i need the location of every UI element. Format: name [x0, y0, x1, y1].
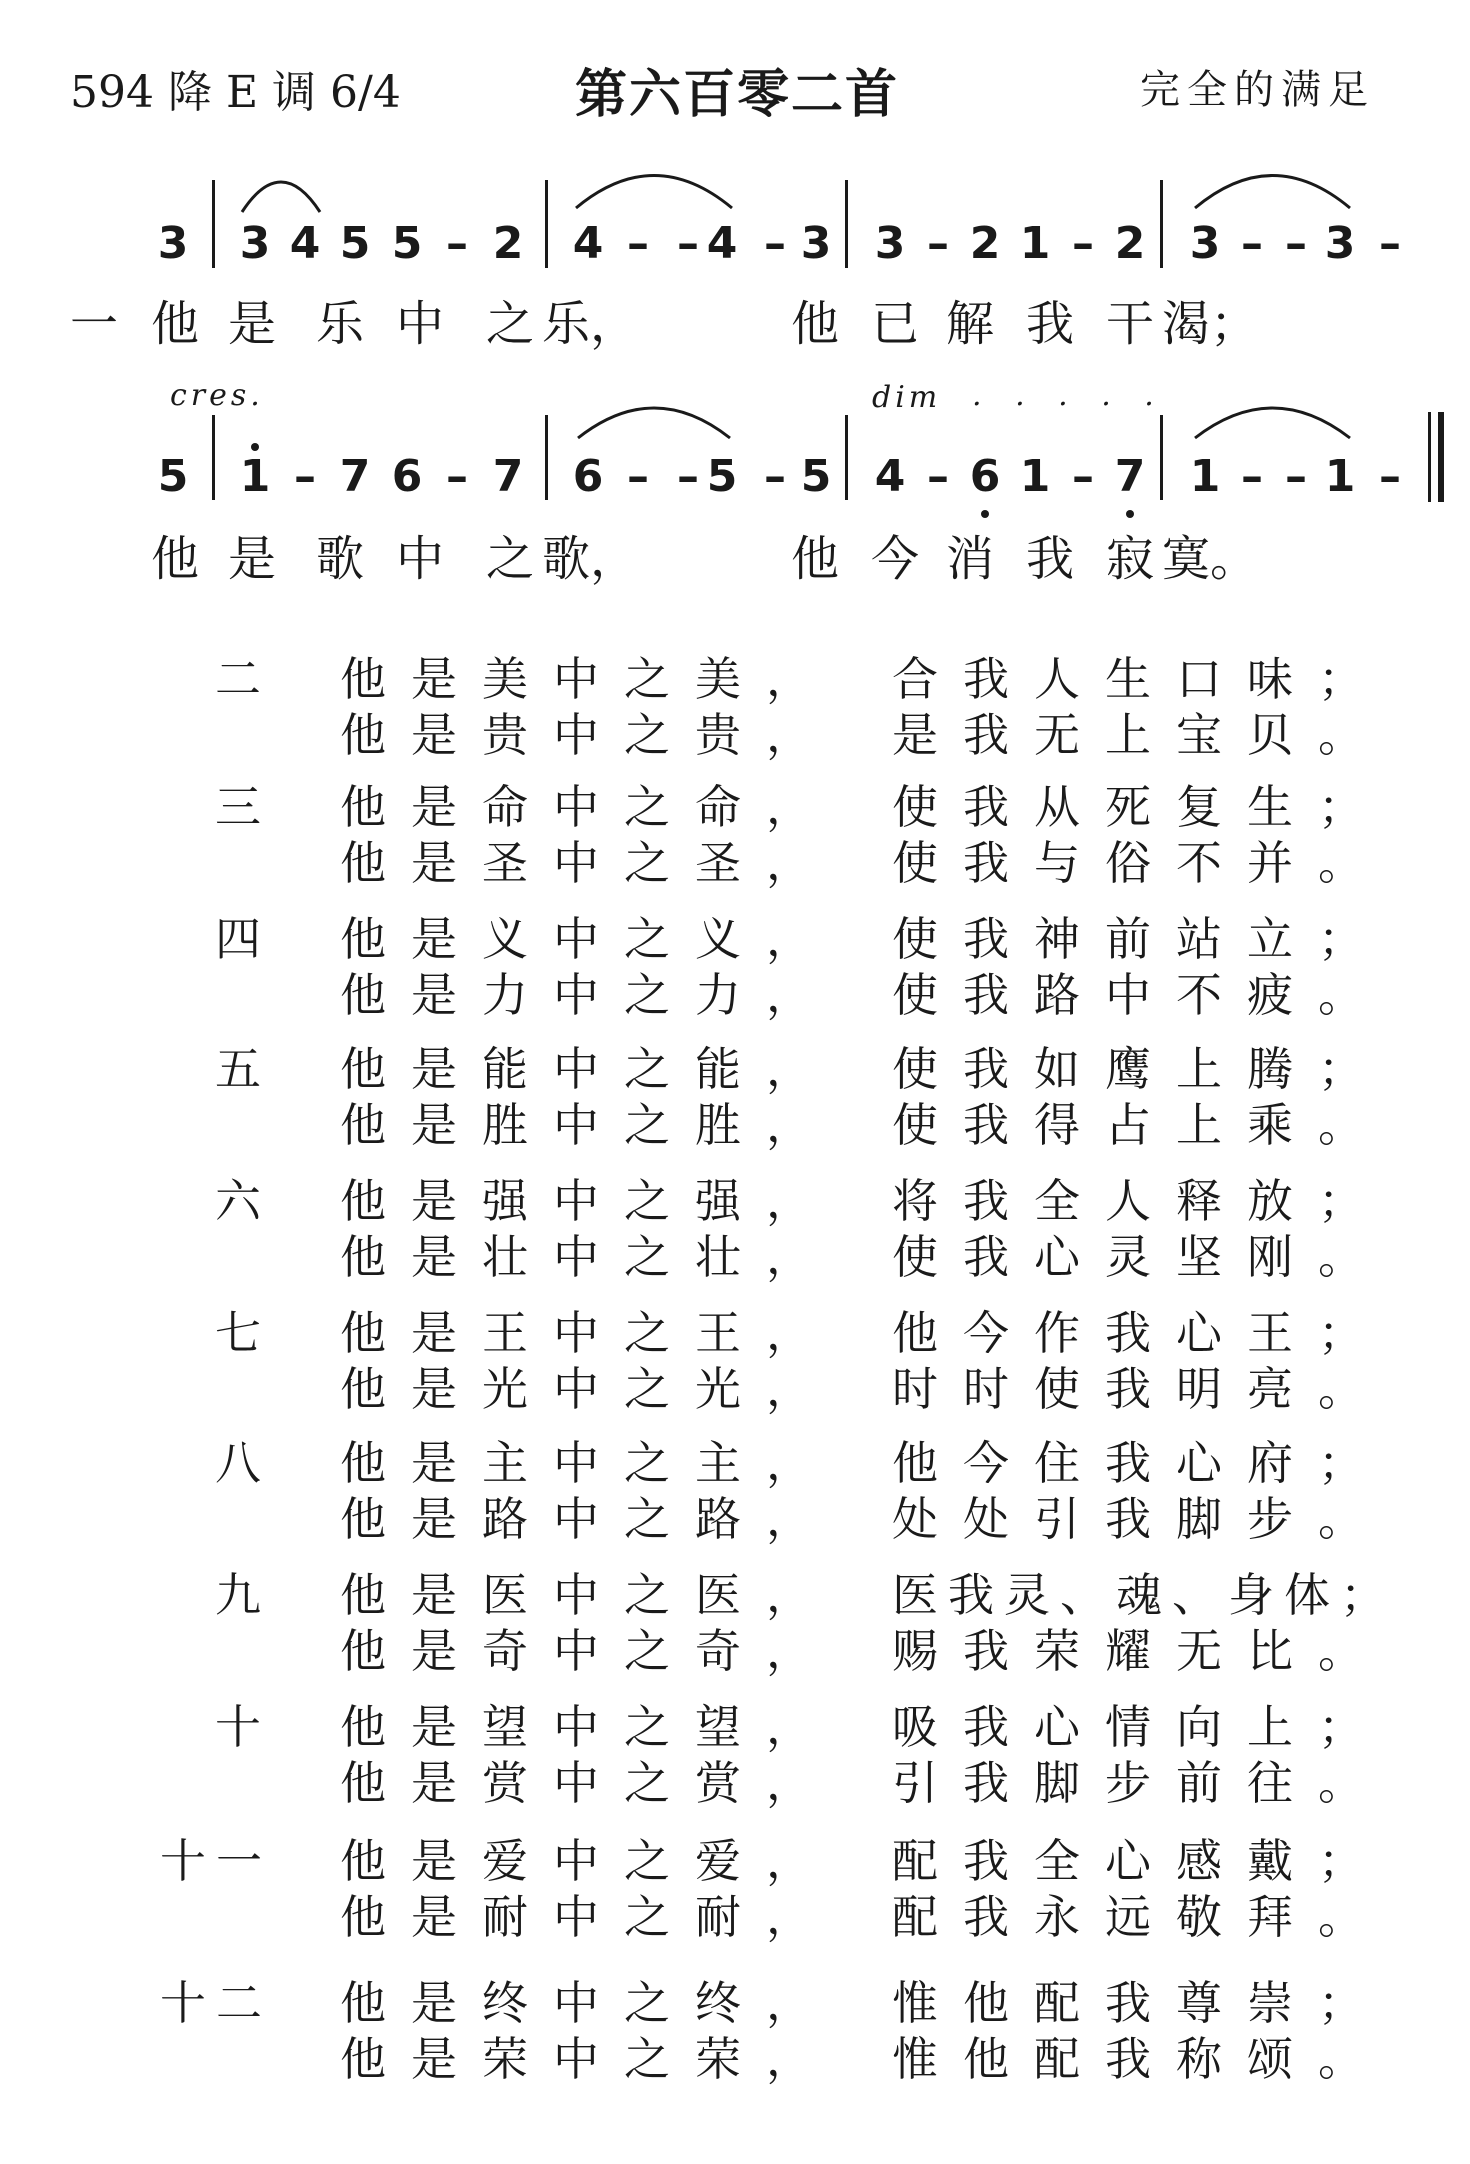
verse-line: 他是主中之主， [340, 1436, 837, 1490]
slur [576, 176, 732, 209]
octave-dot-above [251, 443, 259, 451]
barline [1160, 180, 1163, 268]
note: 4 [289, 218, 321, 269]
slur [578, 408, 730, 438]
dash-mark: – [1241, 451, 1263, 502]
page-title: 第六百零二首 [575, 65, 900, 125]
hymn-info: 594 降 E 调 6/4 [70, 67, 401, 118]
barline [212, 180, 215, 268]
verse-line: 他是路中之路， [340, 1492, 837, 1546]
note: 7 [1114, 451, 1146, 502]
hymn-subtitle: 完全的满足 [1140, 67, 1375, 113]
music-score [0, 0, 1470, 620]
slur [1195, 176, 1350, 209]
lyric-syllable: 消 [945, 531, 995, 587]
verse-line: 他是医中之医， [340, 1568, 837, 1622]
note: 1 [1189, 451, 1221, 502]
verse-line: 他今住我心府； [892, 1436, 1389, 1490]
verse-number: 九 [215, 1568, 261, 1622]
pickup-note: 3 [157, 218, 189, 269]
verse-line: 他是赏中之赏， [340, 1756, 837, 1810]
note: 6 [969, 451, 1001, 502]
pickup-note: 5 [157, 451, 189, 502]
dash-mark: – [1072, 451, 1094, 502]
note: 3 [1324, 218, 1356, 269]
dynamic-cres: cres. [170, 378, 264, 413]
verse-number: 八 [215, 1436, 261, 1490]
lyric-syllable: 歌 [315, 531, 365, 587]
note: 3 [1189, 218, 1221, 269]
verse-line: 将我全人释放； [892, 1174, 1389, 1228]
verse-line: 惟他配我称颂。 [892, 2032, 1389, 2086]
verse-line: 吸我心情向上； [892, 1700, 1389, 1754]
octave-dot-below [1126, 510, 1134, 518]
dash-mark: – [1072, 218, 1094, 269]
dash-mark: – [927, 218, 949, 269]
dash-mark: – [764, 218, 786, 269]
verse-number: 七 [215, 1306, 261, 1360]
note: 5 [800, 451, 832, 502]
note: 3 [800, 218, 832, 269]
note: 1 [1019, 451, 1051, 502]
verse-line: 使我如鹰上腾； [892, 1042, 1389, 1096]
dash-mark: – [677, 218, 699, 269]
verse-line: 赐我荣耀无比。 [892, 1624, 1389, 1678]
verse-line: 配我全心感戴； [892, 1834, 1389, 1888]
verse-line: 使我心灵坚刚。 [892, 1230, 1389, 1284]
verse-number-1: 一 [70, 296, 119, 352]
verse-number: 十一 [160, 1834, 272, 1888]
barline [545, 415, 548, 500]
lyric-syllable: 中 [395, 296, 445, 352]
dash-mark: – [1285, 218, 1307, 269]
dynamic-dim: dim [872, 380, 942, 415]
note: 6 [391, 451, 423, 502]
final-barline-thin [1428, 412, 1431, 502]
verse-line: 使我神前站立； [892, 912, 1389, 966]
lyric-syllable: 歌， [541, 531, 639, 587]
lyric-syllable: 寂 [1105, 531, 1155, 587]
barline [212, 415, 215, 500]
note: 5 [339, 218, 371, 269]
verse-line: 他是胜中之胜， [340, 1098, 837, 1152]
lyric-syllable: 解 [945, 296, 995, 352]
lyric-syllable: 渴； [1161, 296, 1259, 352]
verse-number: 五 [215, 1042, 261, 1096]
verse-line: 他是能中之能， [340, 1042, 837, 1096]
verse-line: 他是奇中之奇， [340, 1624, 837, 1678]
lyric-syllable: 是 [227, 296, 277, 352]
verse-line: 处处引我脚步。 [892, 1492, 1389, 1546]
verse-line: 合我人生口味； [892, 652, 1389, 706]
verse-line: 他是强中之强， [340, 1174, 837, 1228]
verse-line: 他今作我心王； [892, 1306, 1389, 1360]
barline [845, 180, 848, 268]
verse-line: 医我灵、魂、身体； [892, 1568, 1396, 1622]
dash-mark: – [1379, 218, 1401, 269]
note: 2 [492, 218, 524, 269]
note: 4 [706, 218, 738, 269]
verse-line: 他是美中之美， [340, 652, 837, 706]
lyric-syllable: 今 [870, 531, 920, 587]
lyric-syllable: 寞。 [1161, 531, 1259, 587]
barline [545, 180, 548, 268]
lyric-syllable: 乐 [315, 296, 365, 352]
verse-line: 他是壮中之壮， [340, 1230, 837, 1284]
dash-mark: – [1241, 218, 1263, 269]
verse-line: 他是义中之义， [340, 912, 837, 966]
verse-line: 他是光中之光， [340, 1362, 837, 1416]
barline [1160, 415, 1163, 500]
verse-number: 十 [215, 1700, 261, 1754]
slur [242, 182, 320, 212]
dash-mark: – [294, 451, 316, 502]
note: 4 [874, 451, 906, 502]
dash-mark: – [764, 451, 786, 502]
lyric-syllable: 我 [1025, 296, 1075, 352]
note: 7 [492, 451, 524, 502]
lyric-syllable: 他 [150, 531, 200, 587]
verse-number: 三 [215, 780, 261, 834]
verse-line: 使我路中不疲。 [892, 968, 1389, 1022]
note: 1 [1019, 218, 1051, 269]
verse-line: 时时使我明亮。 [892, 1362, 1389, 1416]
verse-line: 他是贵中之贵， [340, 708, 837, 762]
lyric-syllable: 我 [1025, 531, 1075, 587]
verse-line: 他是荣中之荣， [340, 2032, 837, 2086]
lyric-syllable: 他 [150, 296, 200, 352]
verse-line: 他是圣中之圣， [340, 836, 837, 890]
lyric-syllable: 之 [485, 296, 535, 352]
note: 3 [239, 218, 271, 269]
note: 1 [239, 451, 271, 502]
octave-dot-below [981, 510, 989, 518]
verse-line: 他是命中之命， [340, 780, 837, 834]
verse-line: 他是力中之力， [340, 968, 837, 1022]
dynamic-dim-dots: . . . . . [972, 378, 1166, 413]
note: 7 [339, 451, 371, 502]
verse-line: 他是望中之望， [340, 1700, 837, 1754]
lyric-syllable: 是 [227, 531, 277, 587]
lyric-syllable: 之 [485, 531, 535, 587]
note: 5 [706, 451, 738, 502]
lyric-syllable: 他 [790, 531, 840, 587]
note: 5 [391, 218, 423, 269]
verse-line: 他是爱中之爱， [340, 1834, 837, 1888]
note: 2 [1114, 218, 1146, 269]
verse-number: 二 [215, 652, 261, 706]
note: 1 [1324, 451, 1356, 502]
note: 4 [572, 218, 604, 269]
lyric-syllable: 干 [1105, 296, 1155, 352]
verse-number: 六 [215, 1174, 261, 1228]
dash-mark: – [1379, 451, 1401, 502]
note: 6 [572, 451, 604, 502]
verse-number: 四 [215, 912, 261, 966]
dash-mark: – [1285, 451, 1307, 502]
verse-line: 配我永远敬拜。 [892, 1890, 1389, 1944]
verse-line: 使我从死复生； [892, 780, 1389, 834]
verse-line: 使我得占上乘。 [892, 1098, 1389, 1152]
lyric-syllable: 他 [790, 296, 840, 352]
barline [845, 415, 848, 500]
verse-line: 他是终中之终， [340, 1976, 837, 2030]
verse-line: 使我与俗不并。 [892, 836, 1389, 890]
verse-number: 十二 [160, 1976, 272, 2030]
note: 3 [874, 218, 906, 269]
dash-mark: – [627, 451, 649, 502]
slur [1195, 408, 1350, 438]
dash-mark: – [677, 451, 699, 502]
lyric-syllable: 已 [870, 296, 920, 352]
lyric-syllable: 乐， [541, 296, 639, 352]
lyric-syllable: 中 [395, 531, 445, 587]
verse-line: 他是耐中之耐， [340, 1890, 837, 1944]
verse-line: 他是王中之王， [340, 1306, 837, 1360]
verse-line: 引我脚步前往。 [892, 1756, 1389, 1810]
dash-mark: – [927, 451, 949, 502]
dash-mark: – [627, 218, 649, 269]
dash-mark: – [446, 451, 468, 502]
verse-line: 是我无上宝贝。 [892, 708, 1389, 762]
dash-mark: – [446, 218, 468, 269]
verse-line: 惟他配我尊崇； [892, 1976, 1389, 2030]
note: 2 [969, 218, 1001, 269]
final-barline-thick [1438, 412, 1444, 502]
